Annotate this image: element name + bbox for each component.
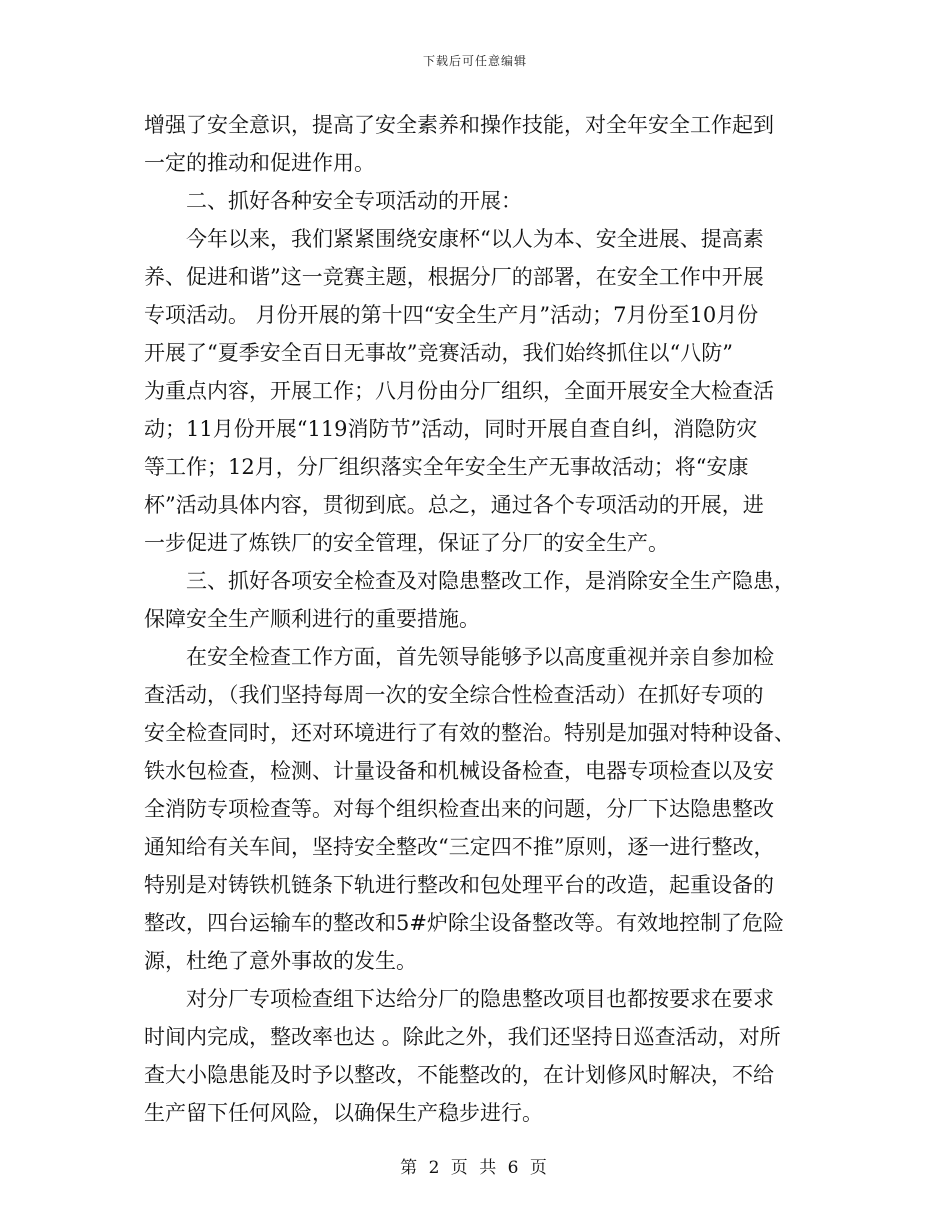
text-line: 一步促进了炼铁厂的安全管理，保证了分厂的安全生产。	[144, 531, 669, 555]
text-line: 开展了“夏季安全百日无事故”竞赛活动，我们始终抓住以“八防”	[144, 341, 733, 365]
page-header: 下载后可任意编辑	[422, 54, 527, 68]
text-line: 等工作；12月，分厂组织落实全年安全生产无事故活动；将“安康	[144, 455, 749, 479]
text-line: 养、促进和谐”这一竞赛主题，根据分厂的部署，在安全工作中开展	[144, 265, 764, 289]
text-line: 动；11月份开展“119消防节”活动，同时开展自查自纠，消隐防灾	[144, 417, 758, 441]
text-line: 今年以来，我们紧紧围绕安康杯“以人为本、安全进展、提高素	[144, 227, 764, 251]
text-line: 安全检查同时，还对环境进行了有效的整治。特别是加强对特种设备、	[144, 721, 795, 745]
text-line: 生产留下任何风险，以确保生产稳步进行。	[144, 1101, 543, 1125]
text-line: 对分厂专项检查组下达给分厂的隐患整改项目也都按要求在要求	[144, 987, 774, 1011]
text-line: 增强了安全意识，提高了安全素养和操作技能，对全年安全工作起到	[144, 113, 774, 137]
text-line: 整改，四台运输车的整改和5#炉除尘设备整改等。有效地控制了危险	[144, 911, 784, 935]
text-line: 专项活动。 月份开展的第十四“安全生产月”活动；7月份至10月份	[144, 303, 759, 327]
text-line: 保障安全生产顺利进行的重要措施。	[144, 607, 480, 631]
text-line: 在安全检查工作方面，首先领导能够予以高度重视并亲自参加检	[144, 645, 774, 669]
text-line: 一定的推动和促进作用。	[144, 151, 375, 175]
text-line: 源，杜绝了意外事故的发生。	[144, 949, 417, 973]
text-line: 查活动，（我们坚持每周一次的安全综合性检查活动）在抓好专项的	[144, 683, 764, 707]
text-line: 通知给有关车间，坚持安全整改“三定四不推”原则，逐一进行整改，	[144, 835, 775, 859]
text-line: 时间内完成，整改率也达 。除此之外，我们还坚持日巡查活动，对所	[144, 1025, 781, 1049]
text-line: 杯”活动具体内容，贯彻到底。总之，通过各个专项活动的开展，进	[144, 493, 764, 517]
text-line: 为重点内容，开展工作；八月份由分厂组织，全面开展安全大检查活	[144, 379, 774, 403]
page-number: 第 2 页 共 6 页	[400, 1158, 550, 1178]
text-line: 铁水包检查，检测、计量设备和机械设备检查，电器专项检查以及安	[144, 759, 774, 783]
body-text	[144, 106, 808, 1132]
text-line: 全消防专项检查等。对每个组织检查出来的问题，分厂下达隐患整改	[144, 797, 774, 821]
section-heading: 三、抓好各项安全检查及对隐患整改工作，是消除安全生产隐患，	[144, 569, 795, 593]
section-heading: 二、抓好各种安全专项活动的开展：	[144, 189, 522, 213]
text-line: 查大小隐患能及时予以整改，不能整改的，在计划修风时解决，不给	[144, 1063, 774, 1087]
text-line: 特别是对铸铁机链条下轨进行整改和包处理平台的改造，起重设备的	[144, 873, 774, 897]
